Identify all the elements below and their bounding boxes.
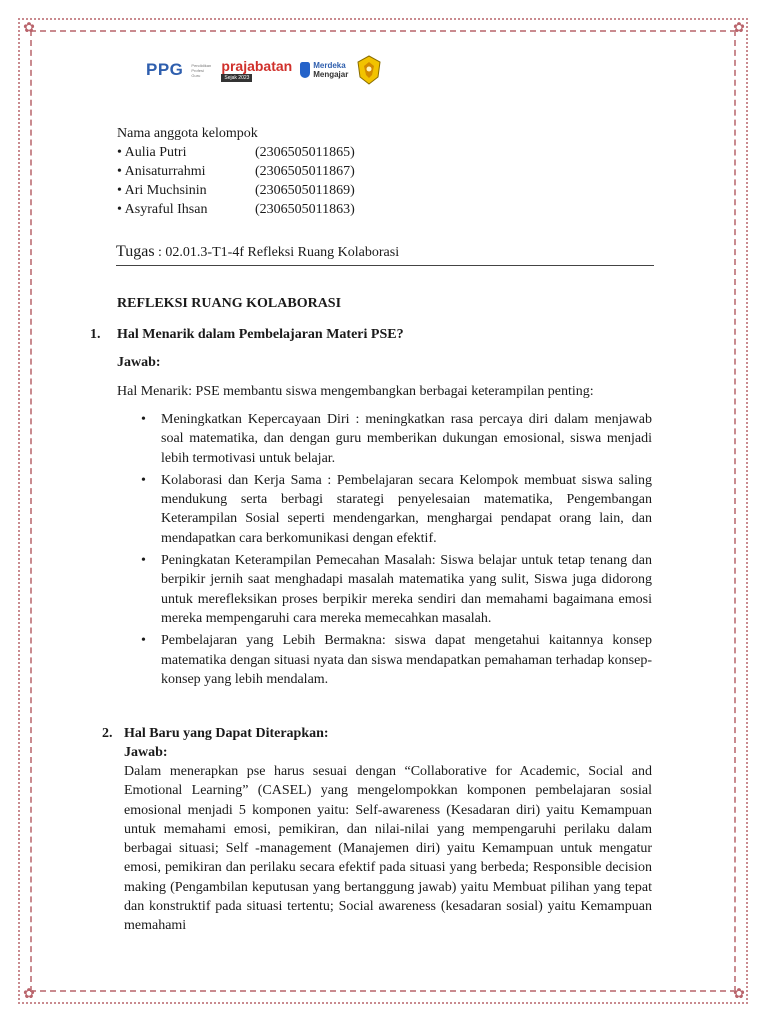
question-title: Hal Menarik dalam Pembelajaran Materi PSE?	[117, 327, 404, 342]
question-title: Hal Baru yang Dapat Diterapkan:	[124, 726, 329, 741]
corner-ornament-icon: ✿	[23, 21, 35, 36]
member-list-title: Nama anggota kelompok	[117, 126, 258, 141]
ppg-logo-subtitle: Pendidikan Profesi Guru	[191, 62, 212, 78]
divider	[116, 265, 654, 266]
bullet-list	[139, 410, 652, 692]
list-item: • Anisaturrahmi (2306505011867)	[117, 164, 355, 179]
list-item: • Pembelajaran yang Lebih Bermakna: siswa dapat mengetahui kaitannya konsep matematika dengan situasi nyata dan siswa mendapatkan pemahaman terhadap konsep-konsep yang lebih mendalam.	[141, 633, 652, 687]
merdeka-mengajar-logo: Merdeka Mengajar	[300, 61, 348, 79]
page-title: REFLEKSI RUANG KOLABORASI	[117, 296, 342, 311]
university-seal-icon	[356, 55, 382, 85]
list-item: • Peningkatan Keterampilan Pemecahan Masalah: Siswa belajar untuk tetap tenang dan berpikir jernih saat menghadapi masalah matematika yang sulit, Siswa juga didorong untuk merefleksikan proses berpikir mereka sendiri dan memahami bagaimana emosi mereka mempengaruhi cara mereka memecahkan masalah.	[141, 553, 652, 626]
question-number: 2.	[102, 726, 113, 741]
list-item: • Aulia Putri (2306505011865)	[117, 145, 355, 160]
assignment-title	[116, 242, 399, 262]
corner-ornament-icon: ✿	[23, 987, 35, 1002]
question-number: 1.	[90, 327, 101, 342]
header-logos	[146, 52, 382, 88]
answer-label: Jawab:	[117, 355, 161, 370]
prajabatan-logo: prajabatan Sejak 2023	[221, 57, 293, 81]
merdeka-mengajar-icon	[300, 62, 310, 78]
list-item: • Asyraful Ihsan (2306505011863)	[117, 202, 355, 217]
corner-ornament-icon: ✿	[733, 21, 745, 36]
answer-label: Jawab:	[124, 745, 168, 760]
answer-intro: Hal Menarik: PSE membantu siswa mengembangkan berbagai keterampilan penting:	[117, 384, 594, 399]
member-list	[117, 124, 355, 219]
ppg-logo: PPG	[146, 60, 184, 79]
list-item: • Meningkatkan Kepercayaan Diri : meningkatkan rasa percaya diri dalam menjawab soal matematika, dan dengan guru memberikan dukungan emosional, siswa menjadi lebih termotivasi untuk belajar.	[141, 412, 652, 466]
answer-body: Dalam menerapkan pse harus sesuai dengan “Collaborative for Academic, Social and Emotional Learning” (CASEL) yang mengelompokkan komponen pembelajaran sosial emosional menjadi 5 komponen yaitu: Self-awareness (Kesadaran diri) yaitu Kemampuan untuk memahami emosi, pemikiran, dan nilai-nilai yang mempengaruhi perilaku dalam berbagai situasi; Self -management (Manajemen diri) yaitu Kemampuan untuk mengatur emosi, pemikiran dan perilaku secara efektif pada situasi yang berbeda; Responsible decision making (Pengambilan keputusan yang bertanggung jawab) yaitu Membuat pilihan yang tepat dan konstruktif pada situasi tertentu; Social awareness (kesadaran sosial) yaitu Kemampuan memahami	[124, 764, 652, 934]
assignment-label: Tugas	[116, 243, 155, 260]
corner-ornament-icon: ✿	[733, 987, 745, 1002]
list-item: • Kolaborasi dan Kerja Sama : Pembelajaran secara Kelompok membuat siswa saling mendukung serta berbagi starategi penyelesaian matematika, Pengembangan Keterampilan Sosial seperti mendengarkan, menghargai pendapat orang lain, dan mendapatkan cara berkomunikasi dengan efektif.	[141, 472, 652, 546]
list-item: • Ari Muchsinin (2306505011869)	[117, 183, 355, 198]
assignment-value: : 02.01.3-T1-4f Refleksi Ruang Kolaborasi	[158, 245, 400, 260]
